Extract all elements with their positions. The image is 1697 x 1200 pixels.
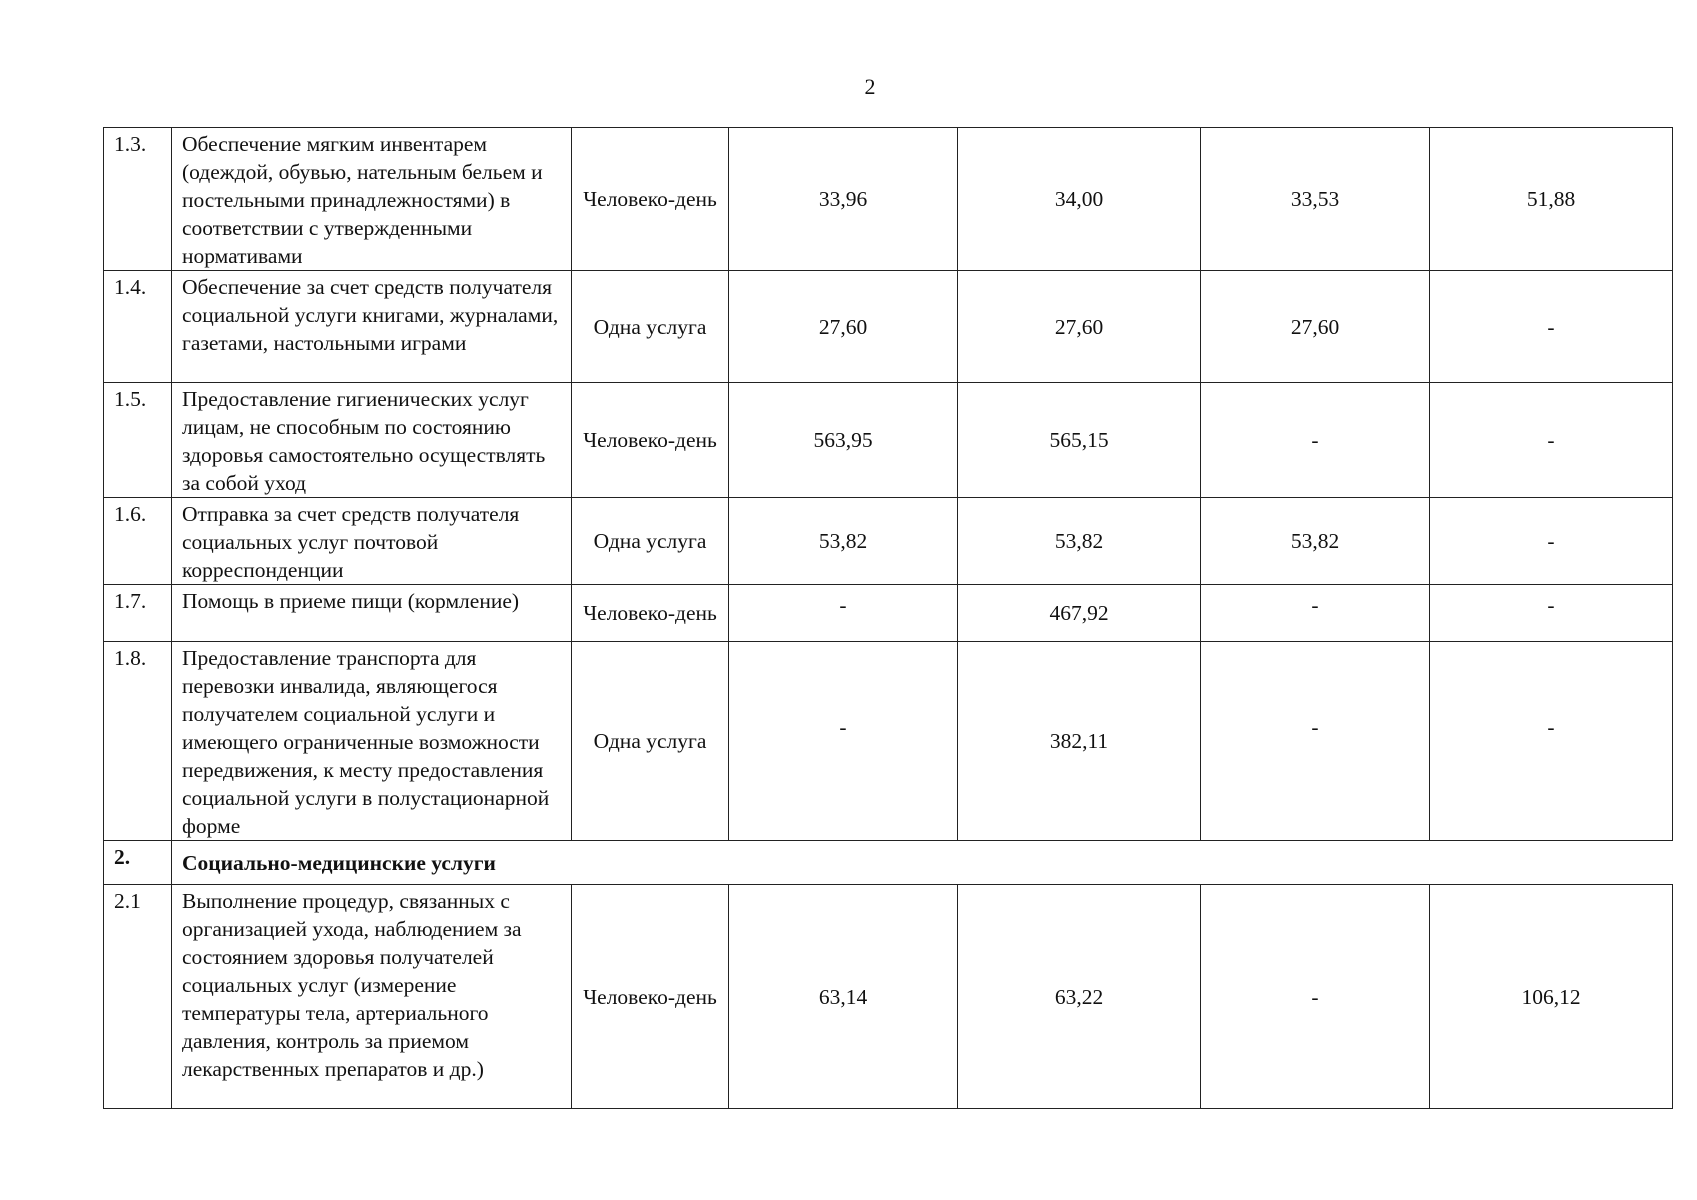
- value-cell-3: -: [1201, 383, 1430, 498]
- value-cell-4: -: [1430, 383, 1673, 498]
- value-cell-1: 27,60: [729, 271, 958, 383]
- value-cell-2: 53,82: [958, 498, 1201, 585]
- value-cell-2: 382,11: [958, 642, 1201, 841]
- service-name: Выполнение процедур, связанных с организацией ухода, наблюдением за состоянием здоровья получателей социальных услуг (измерение температуры тела, артериального давления, контроль за приемом лекарственных препаратов и др.): [172, 885, 572, 1109]
- value-cell-1: 63,14: [729, 885, 958, 1109]
- page-number: 2: [864, 74, 876, 99]
- value-cell-3: 53,82: [1201, 498, 1430, 585]
- value-cell-2: 27,60: [958, 271, 1201, 383]
- value-cell-3: 33,53: [1201, 128, 1430, 271]
- value-cell-1: -: [729, 642, 958, 841]
- tariff-table: [103, 127, 1673, 1109]
- value-cell-4: 51,88: [1430, 128, 1673, 271]
- unit-cell: Человеко-день: [572, 585, 729, 642]
- value-cell-4: 106,12: [1430, 885, 1673, 1109]
- row-number: 1.3.: [104, 128, 172, 271]
- row-number: 2.1: [104, 885, 172, 1109]
- table-row: [104, 885, 1673, 1109]
- unit-cell: Одна услуга: [572, 271, 729, 383]
- row-number: 1.8.: [104, 642, 172, 841]
- value-cell-4: -: [1430, 498, 1673, 585]
- service-name: Отправка за счет средств получателя социальных услуг почтовой корреспонденции: [172, 498, 572, 585]
- value-cell-3: 27,60: [1201, 271, 1430, 383]
- service-name: Обеспечение мягким инвентарем (одеждой, обувью, нательным бельем и постельными принадлежностями) в соответствии с утвержденными нормативами: [172, 128, 572, 271]
- unit-cell: Человеко-день: [572, 383, 729, 498]
- row-number: 1.5.: [104, 383, 172, 498]
- value-cell-3: -: [1201, 885, 1430, 1109]
- row-number: 1.7.: [104, 585, 172, 642]
- table-row: [104, 585, 1673, 642]
- value-cell-4: -: [1430, 585, 1673, 642]
- value-cell-1: 563,95: [729, 383, 958, 498]
- row-number: 1.6.: [104, 498, 172, 585]
- section-title: Социально-медицинские услуги: [172, 841, 1673, 885]
- unit-cell: Человеко-день: [572, 885, 729, 1109]
- value-cell-4: -: [1430, 271, 1673, 383]
- value-cell-2: 63,22: [958, 885, 1201, 1109]
- value-cell-4: -: [1430, 642, 1673, 841]
- unit-cell: Одна услуга: [572, 642, 729, 841]
- section-number: 2.: [104, 841, 172, 885]
- section-header-row: [104, 841, 1673, 885]
- unit-cell: Одна услуга: [572, 498, 729, 585]
- service-name: Предоставление транспорта для перевозки инвалида, являющегося получателем социальной услуги и имеющего ограниченные возможности передвижения, к месту предоставления социальной услуги в полустационарной форме: [172, 642, 572, 841]
- table-row: [104, 271, 1673, 383]
- service-name: Обеспечение за счет средств получателя социальной услуги книгами, журналами, газетами, настольными играми: [172, 271, 572, 383]
- unit-cell: Человеко-день: [572, 128, 729, 271]
- service-name: Помощь в приеме пищи (кормление): [172, 585, 572, 642]
- value-cell-1: 33,96: [729, 128, 958, 271]
- value-cell-3: -: [1201, 642, 1430, 841]
- table-row: [104, 383, 1673, 498]
- service-name: Предоставление гигиенических услуг лицам, не способным по состоянию здоровья самостоятельно осуществлять за собой уход: [172, 383, 572, 498]
- table-row: [104, 498, 1673, 585]
- row-number: 1.4.: [104, 271, 172, 383]
- table-row: [104, 642, 1673, 841]
- value-cell-1: 53,82: [729, 498, 958, 585]
- table-row: [104, 128, 1673, 271]
- value-cell-3: -: [1201, 585, 1430, 642]
- value-cell-1: -: [729, 585, 958, 642]
- value-cell-2: 565,15: [958, 383, 1201, 498]
- value-cell-2: 34,00: [958, 128, 1201, 271]
- value-cell-2: 467,92: [958, 585, 1201, 642]
